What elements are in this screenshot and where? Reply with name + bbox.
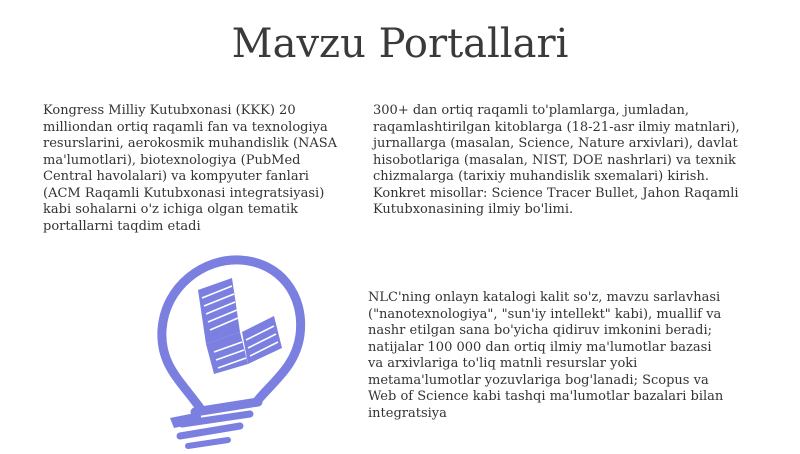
page-title: Mavzu Portallari [231, 21, 569, 67]
paragraph-1: Kongress Milliy Kutubxonasi (KKK) 20 milliondan ortiq raqamli fan va texnologiya resurslarini, aerokosmik muhandislik (NASA ma'lumotlari), biotexnologiya (PubMed Central havolalari) va kompyuter fanlari (ACM Raqamli Kutubxonasi integratsiyasi) kabi sohalarni o'z ichiga olgan tematik portallarni taqdim etadi [43, 103, 338, 234]
paragraph-3: NLC'ning onlayn katalogi kalit so'z, mavzu sarlavhasi ("nanotexnologiya", "sun'iy intellekt" kabi), muallif va nashr etilgan sana bo'yicha qidiruv imkonini beradi; natijalar 100 000 dan ortiq ilmiy ma'lumotlar bazasi va arxivlariga to'liq matnli resurslar yoki metama'lumotlar yozuvlariga bog'lanadi; Scopus va Web of Science kabi tashqi ma'lumotlar bazalari bilan integratsiya [368, 290, 724, 421]
paragraph-2: 300+ dan ortiq raqamli to'plamlarga, jumladan, raqamlashtirilgan kitoblarga (18-21-asr ilmiy matnlari), jurnallarga (masalan, Science, Nature arxivlari), davlat hisobotlariga (masalan, NIST, DOE nashrlari) va texnik chizmalarga (tarixiy muhandislik sxemalari) kirish. Konkret misollar: Science Tracer Bullet, Jahon Raqamli Kutubxonasining ilmiy bo'limi. [373, 103, 740, 217]
lightbulb-with-book-icon [140, 240, 320, 450]
